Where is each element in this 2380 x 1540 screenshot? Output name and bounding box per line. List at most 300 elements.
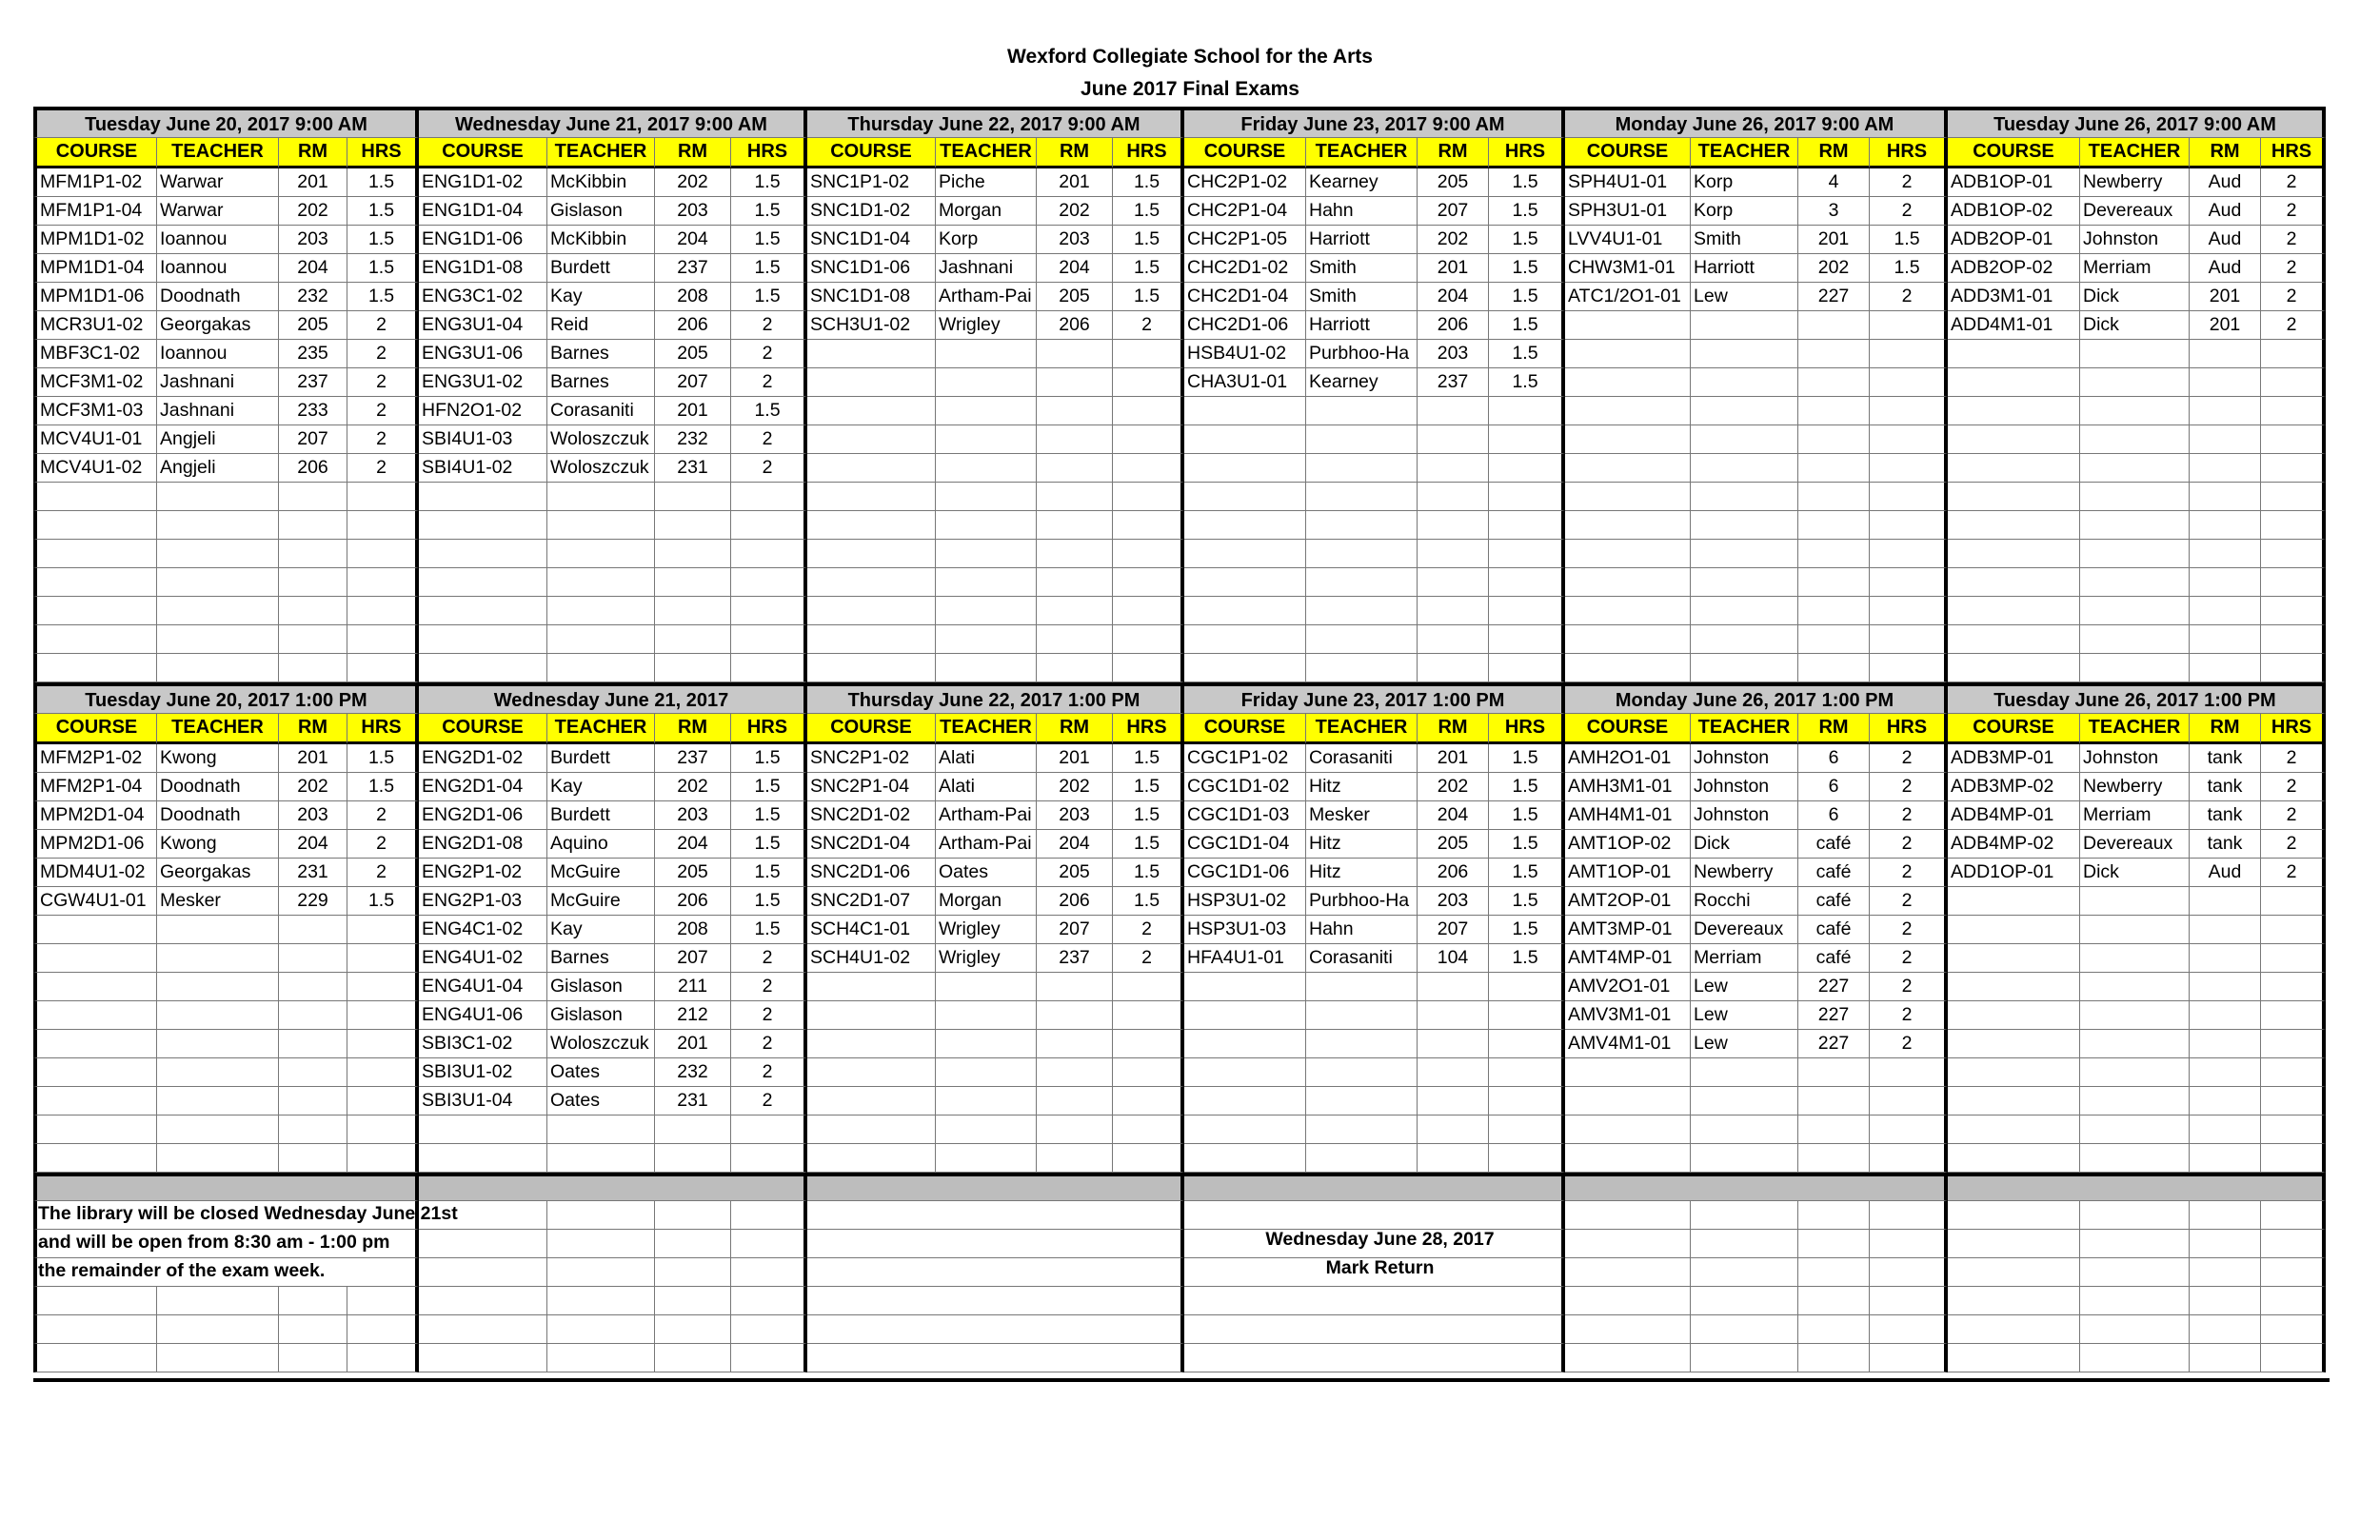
table-cell — [1489, 973, 1565, 1001]
table-cell — [1691, 368, 1798, 397]
table-cell — [1565, 511, 1691, 540]
table-cell: tank — [2190, 773, 2261, 801]
table-cell — [1037, 597, 1113, 625]
table-cell — [1306, 568, 1418, 597]
footer-cell — [1565, 1230, 1691, 1258]
table-cell — [1306, 397, 1418, 425]
table-cell: HSP3U1-03 — [1184, 916, 1306, 944]
table-cell — [1184, 483, 1306, 511]
table-cell — [655, 625, 731, 654]
footer-cell — [2190, 1315, 2261, 1344]
table-cell — [2080, 454, 2190, 483]
table-cell: ENG2D1-06 — [419, 801, 547, 830]
table-cell — [1306, 1116, 1418, 1144]
table-cell — [157, 654, 279, 682]
footer-row — [33, 1315, 2330, 1344]
table-cell — [1306, 1030, 1418, 1058]
table-cell: 3 — [1798, 197, 1870, 226]
footer-cell — [1691, 1344, 1798, 1372]
table-cell — [1798, 1116, 1870, 1144]
table-cell — [1418, 1087, 1489, 1116]
table-cell: 237 — [279, 368, 347, 397]
table-row — [33, 1030, 2330, 1058]
table-cell: Merriam — [1691, 944, 1798, 973]
day-heading: Thursday June 22, 2017 9:00 AM — [807, 107, 1184, 138]
table-cell — [807, 973, 936, 1001]
table-cell — [2080, 944, 2190, 973]
table-cell: 206 — [655, 311, 731, 340]
table-cell — [1948, 944, 2080, 973]
footer-cell — [1037, 1344, 1113, 1372]
table-cell: 2 — [1870, 283, 1948, 311]
table-cell — [2261, 425, 2326, 454]
table-cell — [2080, 1030, 2190, 1058]
table-cell — [279, 1144, 347, 1173]
table-cell — [347, 654, 419, 682]
table-cell: 1.5 — [731, 744, 807, 773]
footer-cell — [1418, 1344, 1489, 1372]
table-cell: Wrigley — [936, 311, 1037, 340]
table-cell — [33, 916, 157, 944]
day-heading: Thursday June 22, 2017 1:00 PM — [807, 682, 1184, 714]
table-cell: 202 — [655, 773, 731, 801]
table-cell: 204 — [1418, 283, 1489, 311]
table-cell — [157, 944, 279, 973]
table-cell — [807, 340, 936, 368]
footer-cell — [157, 1315, 279, 1344]
table-cell: 2 — [731, 368, 807, 397]
table-cell — [347, 916, 419, 944]
footer-cell — [2190, 1230, 2261, 1258]
table-cell — [547, 625, 655, 654]
footer-cell — [2190, 1287, 2261, 1315]
table-cell: CGC1D1-03 — [1184, 801, 1306, 830]
column-header: TEACHER — [1691, 138, 1798, 168]
table-cell — [157, 568, 279, 597]
table-cell — [1691, 425, 1798, 454]
table-cell: Woloszczuk — [547, 454, 655, 483]
table-cell: ENG2P1-03 — [419, 887, 547, 916]
column-header: RM — [655, 714, 731, 744]
table-cell: MPM1D1-04 — [33, 254, 157, 283]
table-cell — [1565, 540, 1691, 568]
table-cell: ENG1D1-08 — [419, 254, 547, 283]
table-cell — [2080, 916, 2190, 944]
table-cell: Piche — [936, 168, 1037, 197]
table-cell — [1691, 654, 1798, 682]
table-cell — [655, 568, 731, 597]
table-cell — [807, 654, 936, 682]
table-cell: 206 — [279, 454, 347, 483]
table-cell — [347, 568, 419, 597]
table-cell: SCH4C1-01 — [807, 916, 936, 944]
table-cell: 1.5 — [1113, 283, 1184, 311]
table-cell — [731, 625, 807, 654]
table-cell — [936, 625, 1037, 654]
table-cell — [2080, 1116, 2190, 1144]
footer-cell — [547, 1287, 655, 1315]
footer-cell — [279, 1344, 347, 1372]
table-cell — [1418, 1030, 1489, 1058]
table-cell — [1184, 625, 1306, 654]
column-header: COURSE — [807, 138, 936, 168]
footer-cell — [807, 1344, 936, 1372]
footer-cell — [1306, 1315, 1418, 1344]
table-cell — [347, 973, 419, 1001]
footer-cell — [2080, 1315, 2190, 1344]
table-cell — [1113, 1030, 1184, 1058]
table-cell: 204 — [1418, 801, 1489, 830]
table-cell: 203 — [1418, 887, 1489, 916]
table-cell — [655, 511, 731, 540]
table-row — [33, 511, 2330, 540]
table-cell: Doodnath — [157, 801, 279, 830]
table-cell — [1948, 454, 2080, 483]
table-cell: Burdett — [547, 801, 655, 830]
table-cell: Merriam — [2080, 801, 2190, 830]
table-cell — [1948, 654, 2080, 682]
table-cell — [1037, 973, 1113, 1001]
table-cell — [1418, 625, 1489, 654]
footer-cell — [1418, 1315, 1489, 1344]
footer-cell — [1418, 1201, 1489, 1230]
table-cell: Johnston — [2080, 744, 2190, 773]
table-cell: Morgan — [936, 197, 1037, 226]
table-cell: 2 — [1113, 311, 1184, 340]
table-cell — [1306, 973, 1418, 1001]
table-cell: Johnston — [1691, 773, 1798, 801]
table-cell — [547, 1144, 655, 1173]
table-cell: Harriott — [1691, 254, 1798, 283]
table-row — [33, 973, 2330, 1001]
table-cell: café — [1798, 916, 1870, 944]
table-cell: 1.5 — [1489, 197, 1565, 226]
table-cell: Jashnani — [157, 397, 279, 425]
footer-cell — [655, 1287, 731, 1315]
table-cell: 1.5 — [1489, 744, 1565, 773]
table-row — [33, 425, 2330, 454]
footer-cell — [1798, 1344, 1870, 1372]
table-cell — [936, 511, 1037, 540]
table-cell: SNC1D1-02 — [807, 197, 936, 226]
table-cell: 203 — [1037, 801, 1113, 830]
table-cell — [1306, 1001, 1418, 1030]
table-cell: 6 — [1798, 801, 1870, 830]
table-cell — [807, 483, 936, 511]
mark-return-date: Wednesday June 28, 2017 — [1265, 1229, 1495, 1250]
table-cell — [1184, 511, 1306, 540]
table-cell — [2261, 454, 2326, 483]
table-cell: 1.5 — [347, 197, 419, 226]
column-header: RM — [2190, 714, 2261, 744]
table-cell — [1113, 340, 1184, 368]
table-cell — [2190, 654, 2261, 682]
table-cell — [1691, 454, 1798, 483]
table-cell — [2190, 397, 2261, 425]
table-cell — [1037, 1116, 1113, 1144]
table-cell — [807, 1116, 936, 1144]
table-cell: 232 — [655, 1058, 731, 1087]
table-cell — [419, 597, 547, 625]
table-cell: CHC2P1-04 — [1184, 197, 1306, 226]
footer-cell — [33, 1315, 157, 1344]
table-cell: CHC2D1-02 — [1184, 254, 1306, 283]
table-cell: MFM2P1-04 — [33, 773, 157, 801]
table-cell — [1306, 597, 1418, 625]
table-cell: Barnes — [547, 944, 655, 973]
table-row — [33, 1144, 2330, 1173]
table-cell: 2 — [1113, 944, 1184, 973]
column-header: RM — [1418, 714, 1489, 744]
table-cell — [807, 425, 936, 454]
table-cell: 1.5 — [347, 226, 419, 254]
footer-cell — [936, 1344, 1037, 1372]
table-cell — [807, 1144, 936, 1173]
table-cell: 2 — [731, 425, 807, 454]
day-heading: Tuesday June 26, 2017 1:00 PM — [1948, 682, 2326, 714]
table-cell: 1.5 — [1113, 168, 1184, 197]
footer-cell — [419, 1230, 547, 1258]
table-cell: 1.5 — [1489, 859, 1565, 887]
table-cell: 2 — [1870, 887, 1948, 916]
table-cell: 1.5 — [1113, 226, 1184, 254]
table-cell: 2 — [347, 454, 419, 483]
column-header: COURSE — [1948, 138, 2080, 168]
column-header: TEACHER — [1691, 714, 1798, 744]
footer-cell — [1948, 1258, 2080, 1287]
table-cell — [1948, 397, 2080, 425]
table-cell: 204 — [655, 830, 731, 859]
table-cell: Harriott — [1306, 311, 1418, 340]
table-cell — [2080, 511, 2190, 540]
table-cell — [1691, 1144, 1798, 1173]
footer-cell — [807, 1230, 936, 1258]
table-cell — [1870, 654, 1948, 682]
table-cell: 201 — [1798, 226, 1870, 254]
table-row — [33, 859, 2330, 887]
table-cell: Aud — [2190, 168, 2261, 197]
table-cell — [1037, 1144, 1113, 1173]
table-cell: HFA4U1-01 — [1184, 944, 1306, 973]
table-cell — [1489, 483, 1565, 511]
table-cell: 1.5 — [1489, 168, 1565, 197]
table-cell: 1.5 — [347, 168, 419, 197]
table-cell — [2080, 1001, 2190, 1030]
table-cell: MPM1D1-06 — [33, 283, 157, 311]
table-cell: 203 — [655, 197, 731, 226]
table-cell: Wrigley — [936, 916, 1037, 944]
column-header: RM — [279, 714, 347, 744]
table-row — [33, 311, 2330, 340]
footer-cell — [1870, 1258, 1948, 1287]
table-cell — [279, 1058, 347, 1087]
table-cell — [1565, 311, 1691, 340]
footer-cell — [547, 1201, 655, 1230]
table-cell: 6 — [1798, 744, 1870, 773]
table-row — [33, 283, 2330, 311]
table-cell: CHW3M1-01 — [1565, 254, 1691, 283]
table-row — [33, 944, 2330, 973]
table-cell: Newberry — [1691, 859, 1798, 887]
table-cell — [1870, 540, 1948, 568]
table-cell — [2261, 1116, 2326, 1144]
table-cell: Kearney — [1306, 168, 1418, 197]
table-cell: 1.5 — [1489, 340, 1565, 368]
table-cell: LVV4U1-01 — [1565, 226, 1691, 254]
column-header: TEACHER — [936, 714, 1037, 744]
table-cell — [1565, 397, 1691, 425]
table-cell: ADB4MP-01 — [1948, 801, 2080, 830]
table-cell: AMH3M1-01 — [1565, 773, 1691, 801]
table-cell: 208 — [655, 916, 731, 944]
table-cell: Korp — [1691, 168, 1798, 197]
section-separator-row — [33, 1173, 2330, 1201]
column-header: HRS — [1489, 714, 1565, 744]
footer-cell — [655, 1201, 731, 1230]
table-cell: 2 — [731, 973, 807, 1001]
footer-cell — [1306, 1201, 1418, 1230]
table-cell: 2 — [1870, 859, 1948, 887]
column-header: TEACHER — [2080, 138, 2190, 168]
table-cell — [2190, 368, 2261, 397]
table-cell: 2 — [2261, 283, 2326, 311]
table-cell: 206 — [1418, 311, 1489, 340]
table-cell — [157, 1030, 279, 1058]
table-cell: Smith — [1306, 283, 1418, 311]
table-cell — [1418, 397, 1489, 425]
table-cell: Lew — [1691, 973, 1798, 1001]
table-cell — [157, 1087, 279, 1116]
table-cell — [347, 540, 419, 568]
table-cell: 1.5 — [731, 801, 807, 830]
table-cell: ADB2OP-02 — [1948, 254, 2080, 283]
table-cell — [33, 568, 157, 597]
table-cell: 1.5 — [1489, 887, 1565, 916]
footer-cell — [347, 1258, 419, 1287]
table-cell — [2190, 425, 2261, 454]
table-cell: AMT1OP-02 — [1565, 830, 1691, 859]
table-cell — [279, 540, 347, 568]
table-cell — [731, 568, 807, 597]
footer-cell — [419, 1344, 547, 1372]
table-cell — [1798, 311, 1870, 340]
table-cell: Hahn — [1306, 197, 1418, 226]
table-cell — [807, 454, 936, 483]
table-cell — [2080, 1087, 2190, 1116]
table-cell: 2 — [731, 311, 807, 340]
table-row — [33, 1058, 2330, 1087]
table-cell — [279, 654, 347, 682]
table-cell — [1037, 425, 1113, 454]
table-cell — [1418, 654, 1489, 682]
table-cell — [1113, 625, 1184, 654]
footer-cell — [1691, 1315, 1798, 1344]
table-cell — [1798, 654, 1870, 682]
library-note-line-3: the remainder of the exam week. — [38, 1260, 326, 1281]
table-cell — [936, 1058, 1037, 1087]
table-cell — [1037, 1087, 1113, 1116]
table-cell: 201 — [655, 397, 731, 425]
table-cell — [2190, 1116, 2261, 1144]
table-cell — [807, 597, 936, 625]
table-cell: Newberry — [2080, 773, 2190, 801]
table-cell — [157, 540, 279, 568]
table-cell: ENG4U1-06 — [419, 1001, 547, 1030]
table-cell — [1489, 540, 1565, 568]
footer-cell — [1565, 1258, 1691, 1287]
table-cell — [1113, 1144, 1184, 1173]
column-header: TEACHER — [1306, 714, 1418, 744]
table-cell: 2 — [1870, 830, 1948, 859]
table-cell: Wrigley — [936, 944, 1037, 973]
table-row — [33, 654, 2330, 682]
table-cell — [33, 1058, 157, 1087]
table-cell — [936, 1001, 1037, 1030]
table-cell — [2080, 483, 2190, 511]
table-cell: 1.5 — [1113, 254, 1184, 283]
table-cell: café — [1798, 944, 1870, 973]
table-cell: Lew — [1691, 1030, 1798, 1058]
table-cell: 201 — [2190, 311, 2261, 340]
table-cell — [936, 1144, 1037, 1173]
table-cell: MBF3C1-02 — [33, 340, 157, 368]
table-cell: SNC2P1-02 — [807, 744, 936, 773]
table-cell: Kay — [547, 283, 655, 311]
footer-cell — [1565, 1344, 1691, 1372]
table-cell: 2 — [347, 340, 419, 368]
table-cell — [2261, 1030, 2326, 1058]
table-cell — [1565, 340, 1691, 368]
footer-cell — [1691, 1201, 1798, 1230]
table-row — [33, 801, 2330, 830]
table-cell: 202 — [1418, 773, 1489, 801]
table-cell: 1.5 — [1489, 226, 1565, 254]
footer-cell — [1798, 1315, 1870, 1344]
footer-cell — [1037, 1258, 1113, 1287]
table-cell: Kwong — [157, 830, 279, 859]
table-cell: Doodnath — [157, 283, 279, 311]
footer-cell — [347, 1287, 419, 1315]
footer-cell — [2261, 1315, 2326, 1344]
table-cell: AMV4M1-01 — [1565, 1030, 1691, 1058]
table-cell: 1.5 — [731, 168, 807, 197]
table-cell — [1037, 483, 1113, 511]
table-cell: 231 — [655, 454, 731, 483]
table-cell — [1306, 425, 1418, 454]
table-cell: 1.5 — [1489, 944, 1565, 973]
column-header: COURSE — [419, 714, 547, 744]
table-cell — [2080, 973, 2190, 1001]
table-cell — [1037, 454, 1113, 483]
table-cell — [1870, 1087, 1948, 1116]
table-cell: Corasaniti — [547, 397, 655, 425]
table-cell — [1184, 454, 1306, 483]
table-cell: ADD1OP-01 — [1948, 859, 2080, 887]
table-cell: Aud — [2190, 859, 2261, 887]
table-cell: ENG3U1-02 — [419, 368, 547, 397]
footer-cell — [1489, 1287, 1565, 1315]
table-cell — [1418, 597, 1489, 625]
footer-cell — [2080, 1201, 2190, 1230]
table-cell — [1306, 1058, 1418, 1087]
table-cell: 2 — [1870, 973, 1948, 1001]
table-cell: Barnes — [547, 340, 655, 368]
table-cell — [1489, 597, 1565, 625]
footer-cell — [731, 1201, 807, 1230]
table-cell — [279, 1001, 347, 1030]
table-cell — [1870, 397, 1948, 425]
table-cell — [936, 540, 1037, 568]
